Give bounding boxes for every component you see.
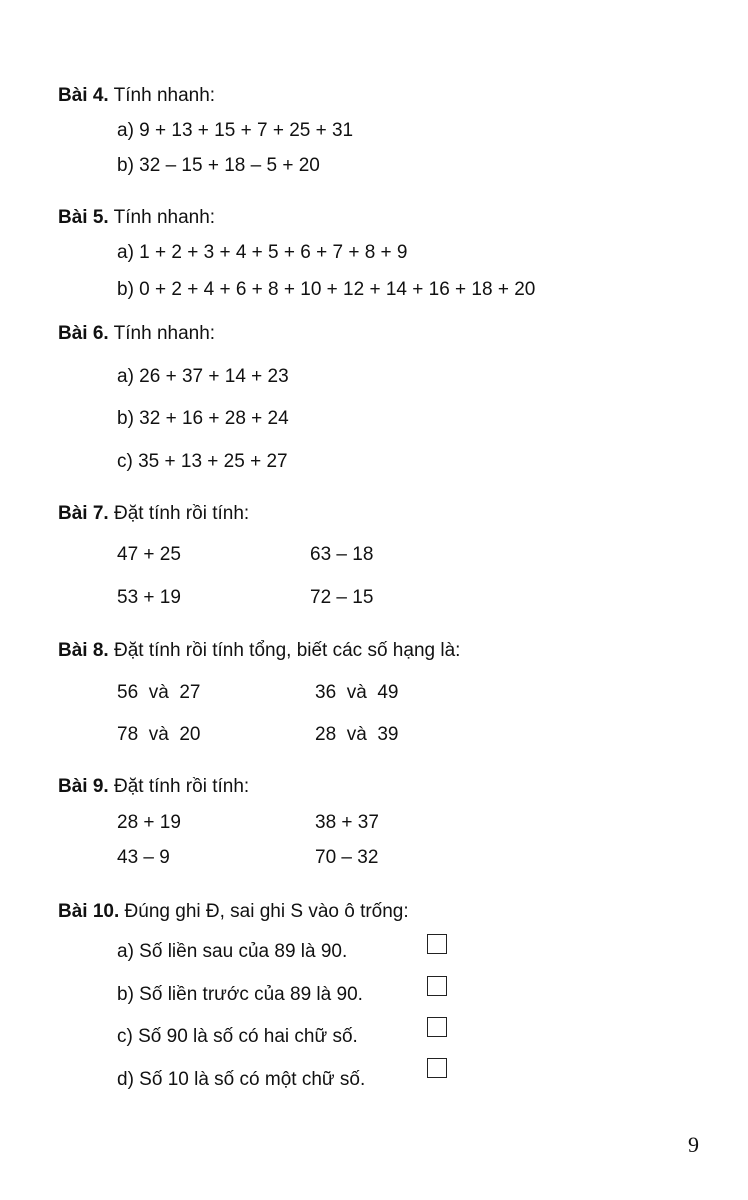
bai7-title: Đặt tính rồi tính:: [113, 503, 250, 524]
bai6-item-c: c) 35 + 13 + 25 + 27: [117, 451, 288, 472]
bai4-title: Tính nhanh:: [113, 85, 216, 106]
bai10-statement-a: a) Số liền sau của 89 là 90.: [117, 941, 348, 962]
bai9-number: Bài 9.: [58, 776, 109, 797]
bai4-item-a: a) 9 + 13 + 15 + 7 + 25 + 31: [117, 120, 354, 141]
answer-checkbox-d[interactable]: [427, 1058, 447, 1078]
bai8-title: Đặt tính rồi tính tổng, biết các số hạng là:: [113, 640, 461, 661]
bai6-number: Bài 6.: [58, 323, 109, 344]
bai9-heading: [58, 777, 249, 796]
bai10-title: Đúng ghi Đ, sai ghi S vào ô trống:: [124, 901, 409, 922]
bai10-number: Bài 10.: [58, 901, 120, 922]
bai7-item: 72 – 15: [310, 587, 374, 608]
answer-checkbox-b[interactable]: [427, 976, 447, 996]
bai5-number: Bài 5.: [58, 207, 109, 228]
bai7-number: Bài 7.: [58, 503, 109, 524]
bai8-item: 78 và 20: [117, 724, 201, 745]
bai4-item-b: b) 32 – 15 + 18 – 5 + 20: [117, 155, 320, 176]
bai10-heading: [58, 902, 409, 921]
answer-checkbox-c[interactable]: [427, 1017, 447, 1037]
bai6-item-a: a) 26 + 37 + 14 + 23: [117, 366, 289, 387]
bai4-number: Bài 4.: [58, 85, 109, 106]
page-number: 9: [688, 1132, 699, 1157]
answer-checkbox-a[interactable]: [427, 934, 447, 954]
bai9-item: 38 + 37: [315, 812, 379, 833]
bai5-item-b: b) 0 + 2 + 4 + 6 + 8 + 10 + 12 + 14 + 16 + 18 + 20: [117, 279, 536, 300]
bai6-heading: [58, 324, 215, 343]
bai8-number: Bài 8.: [58, 640, 109, 661]
bai5-heading: [58, 208, 215, 227]
bai9-item: 70 – 32: [315, 847, 379, 868]
bai6-item-b: b) 32 + 16 + 28 + 24: [117, 408, 289, 429]
bai10-statement-c: c) Số 90 là số có hai chữ số.: [117, 1026, 358, 1047]
bai6-title: Tính nhanh:: [113, 323, 216, 344]
bai8-item: 28 và 39: [315, 724, 399, 745]
bai9-item: 28 + 19: [117, 812, 181, 833]
bai8-heading: [58, 641, 460, 660]
bai7-item: 63 – 18: [310, 544, 374, 565]
bai7-heading: [58, 504, 249, 523]
bai7-item: 53 + 19: [117, 587, 181, 608]
bai9-item: 43 – 9: [117, 847, 170, 868]
bai5-item-a: a) 1 + 2 + 3 + 4 + 5 + 6 + 7 + 8 + 9: [117, 242, 408, 263]
bai9-title: Đặt tính rồi tính:: [113, 776, 250, 797]
bai5-title: Tính nhanh:: [113, 207, 216, 228]
bai8-item: 56 và 27: [117, 682, 201, 703]
bai10-statement-d: d) Số 10 là số có một chữ số.: [117, 1069, 366, 1090]
bai7-item: 47 + 25: [117, 544, 181, 565]
bai8-item: 36 và 49: [315, 682, 399, 703]
bai10-statement-b: b) Số liền trước của 89 là 90.: [117, 984, 363, 1005]
bai4-heading: [58, 86, 215, 105]
